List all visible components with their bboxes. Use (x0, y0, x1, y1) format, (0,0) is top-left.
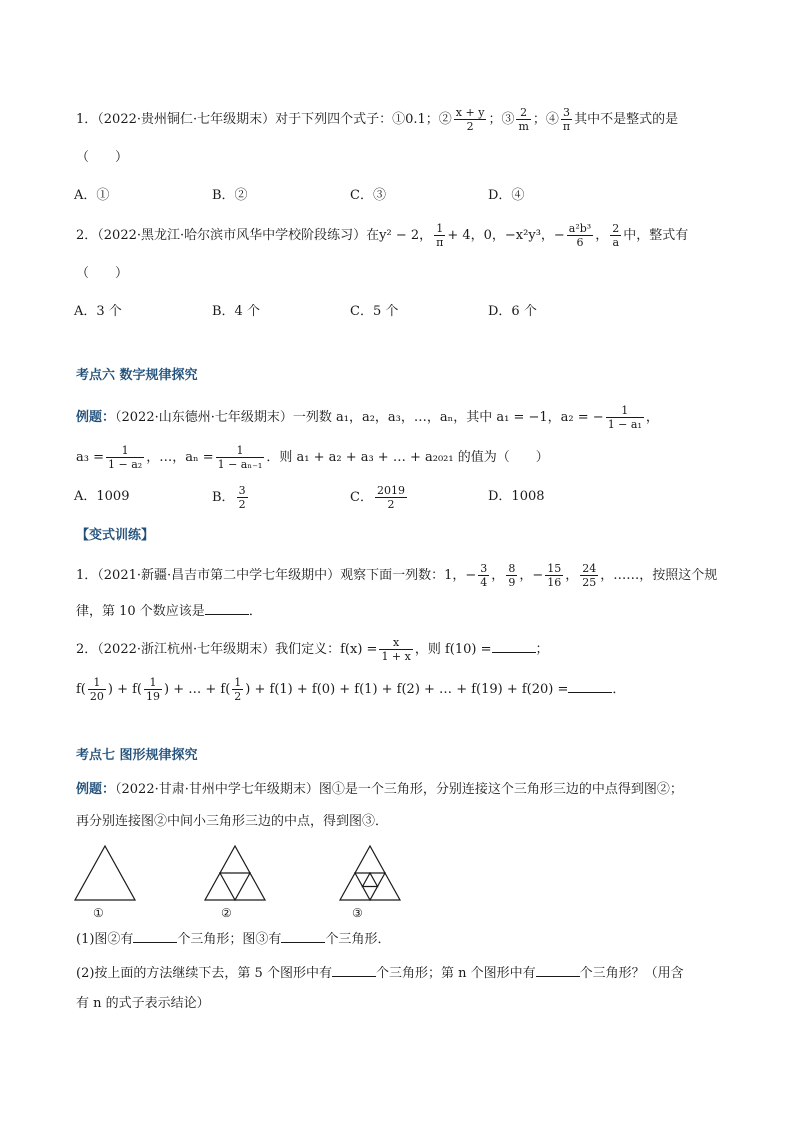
answer-blank[interactable] (568, 678, 612, 693)
answer-blank[interactable] (492, 638, 536, 653)
fraction: $\frac{8}{9}$ (508, 562, 516, 589)
ex6-option-d[interactable]: D．1008 (488, 489, 545, 504)
q1-stem: 1．（2022·贵州铜仁·七年级期末）对于下列四个式子：①0.1；② $\frac{x + y}{2}$ ；③ $\frac{2}{m}$ ；④ $\frac{3}{\pi}$ 其中不是整式的是 (76, 106, 679, 133)
figure-1-triangle (75, 846, 135, 900)
figure-3-triangle (340, 846, 400, 900)
ex7-part1: (1)图②有 个三角形；图③有 个三角形． (76, 928, 390, 950)
q1-option-a[interactable]: A．① (74, 188, 110, 203)
answer-blank[interactable] (133, 928, 177, 943)
fraction: $\frac{1}{\text{1 − a₁}}$ (607, 404, 642, 431)
fraction: $\frac{1}{19}$ (146, 676, 161, 703)
fraction: $\frac{1}{\text{1 − aₙ₋₁}}$ (217, 444, 263, 471)
section-title-6: 考点六 数字规律探究 (76, 368, 198, 383)
fraction: $\frac{1}{\text{1 − a₂}}$ (108, 444, 143, 471)
fraction: $\frac{2}{m}$ (518, 106, 529, 133)
ex6-option-c[interactable]: C． $\frac{2019}{2}$ (350, 484, 405, 511)
ex7-line1: 例题：（2022·甘肃·甘州中学七年级期末）图①是一个三角形，分别连接这个三角形三边的中点得到图②； (76, 782, 683, 797)
fraction: $\frac{24}{25}$ (582, 562, 597, 589)
answer-blank[interactable] (332, 962, 376, 977)
ex7-part2: (2)按上面的方法继续下去，第 5 个图形中有 个三角形；第 n 个图形中有 个三角形？（用含 (76, 962, 684, 984)
v1-line1: 1．（2021·新疆·昌吉市第二中学七年级期中）观察下面一列数：1，− $\frac{3}{4}$ ， $\frac{8}{9}$ ，− $\frac{15}{16}$ ， $\frac{24}{25}$ ，……，按照这个规 (76, 562, 718, 589)
fraction: $\frac{3}{2}$ (238, 484, 246, 511)
example-label: 例题： (76, 410, 116, 425)
q2-option-d[interactable]: D．6 个 (488, 304, 537, 319)
v2-line1: 2．（2022·浙江杭州·七年级期末）我们定义：f(x) = $\frac{x}{1 + x}$ ，则 f(10) = ； (76, 636, 549, 663)
q2-stem: 2．（2022·黑龙江·哈尔滨市风华中学校阶段练习）在y² − 2， $\frac{1}{\pi}$ + 4，0，−x²y³，− $\frac{\text{a²b³}}{6}$ ， $\frac{2}{a}$ 中，整式有 (76, 222, 689, 249)
fraction: $\frac{3}{\pi}$ (562, 106, 571, 133)
fraction: $\frac{2019}{2}$ (376, 484, 405, 511)
triangle-figures (70, 842, 410, 904)
fraction: $\frac{x}{1 + x}$ (381, 636, 411, 663)
answer-blank[interactable] (536, 962, 580, 977)
fraction: $\frac{3}{4}$ (480, 562, 488, 589)
q1-option-b[interactable]: B．② (212, 188, 248, 203)
figure-2-triangle (205, 846, 265, 900)
figure-1-label: ① (93, 906, 104, 920)
fraction: $\frac{x + y}{2}$ (455, 106, 485, 133)
answer-blank[interactable] (205, 600, 249, 615)
ex6-option-a[interactable]: A．1009 (74, 489, 130, 504)
section-title-7: 考点七 图形规律探究 (76, 748, 198, 763)
q2-option-a[interactable]: A．3 个 (74, 304, 122, 319)
q2-option-b[interactable]: B．4 个 (212, 304, 260, 319)
answer-blank[interactable] (281, 928, 325, 943)
ex7-line2: 再分别连接图②中间小三角形三边的中点，得到图③． (76, 814, 389, 829)
v1-line2: 律，第 10 个数应该是 ． (76, 600, 262, 622)
q1-option-d[interactable]: D．④ (488, 188, 525, 203)
fraction: $\frac{2}{a}$ (612, 222, 620, 249)
fraction: $\frac{1}{\pi}$ (436, 222, 444, 249)
figure-3-label: ③ (352, 906, 363, 920)
fraction: $\frac{1}{2}$ (234, 676, 242, 703)
q2-paren: （ ） (76, 266, 129, 281)
ex6-option-b[interactable]: B． $\frac{3}{2}$ (212, 484, 246, 511)
ex6-line1: 例题：（2022·山东德州·七年级期末）一列数 a₁，a₂，a₃，…，aₙ，其中 a₁ = −1，a₂ = − $\frac{1}{\text{1 − a₁}}$ ， (76, 404, 659, 431)
ex6-line2: a₃ = $\frac{1}{\text{1 − a₂}}$ ，…，aₙ = $\frac{1}{\text{1 − aₙ₋₁}}$ ．则 a₁ + a₂ + a₃ + … + a₂₀₂₁ 的值为（ ） (76, 444, 549, 471)
q1-paren: （ ） (76, 150, 129, 165)
fraction: $\frac{1}{20}$ (89, 676, 104, 703)
fraction: $\frac{\text{a²b³}}{6}$ (568, 222, 592, 249)
ex7-part2-cont: 有 n 的式子表示结论） (76, 996, 210, 1011)
figure-2-label: ② (221, 906, 232, 920)
example-label: 例题： (76, 782, 116, 797)
fraction: $\frac{15}{16}$ (547, 562, 562, 589)
variant-title: 【变式训练】 (76, 528, 155, 543)
q1-option-c[interactable]: C．③ (350, 188, 386, 203)
q2-option-c[interactable]: C．5 个 (350, 304, 399, 319)
v2-line2: f( $\frac{1}{20}$ ) + f( $\frac{1}{19}$ ) + … + f( $\frac{1}{2}$ ) + f(1) + f(0) + f(1) + f(2) + … + f(19) + f(20) = ． (76, 676, 626, 703)
